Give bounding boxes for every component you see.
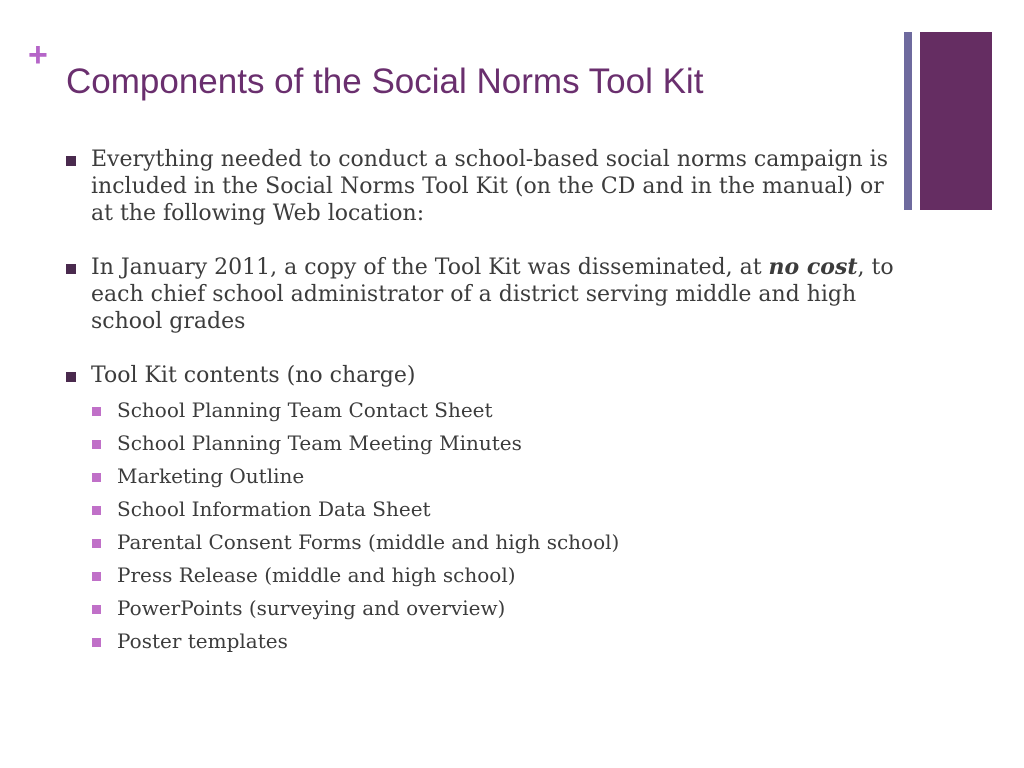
square-bullet-icon xyxy=(92,407,101,416)
list-item xyxy=(92,464,896,488)
tool-kit-contents-list xyxy=(92,398,896,653)
bullet-item xyxy=(66,254,896,335)
plus-icon: + xyxy=(28,36,48,74)
square-bullet-icon xyxy=(92,506,101,515)
list-item xyxy=(92,497,896,521)
bullet-text: Tool Kit contents (no charge) xyxy=(91,363,416,388)
bullet-item xyxy=(66,146,896,227)
square-bullet-icon xyxy=(66,372,76,382)
square-bullet-icon xyxy=(66,264,76,274)
bullet-text-start: In January 2011, a copy of the Tool Kit was disseminated, at xyxy=(91,255,769,280)
square-bullet-icon xyxy=(92,605,101,614)
decorative-bar-thin xyxy=(904,32,912,210)
list-item-text: School Information Data Sheet xyxy=(117,497,431,521)
list-item xyxy=(92,431,896,455)
list-item xyxy=(92,530,896,554)
list-item-text: PowerPoints (surveying and overview) xyxy=(117,596,506,620)
list-item-text: School Planning Team Contact Sheet xyxy=(117,398,493,422)
bullet-text: Everything needed to conduct a school-based social norms campaign is included in the Social Norms Tool Kit (on the CD and in the manual) or at the following Web location: xyxy=(91,147,889,226)
list-item-text: Press Release (middle and high school) xyxy=(117,563,516,587)
bullet-text-end: , to each chief school administrator of a district serving middle and high school grades xyxy=(91,255,894,334)
list-item xyxy=(92,629,896,653)
slide-title: Components of the Social Norms Tool Kit xyxy=(66,62,704,101)
list-item-text: School Planning Team Meeting Minutes xyxy=(117,431,522,455)
square-bullet-icon xyxy=(92,473,101,482)
list-item-text: Parental Consent Forms (middle and high school) xyxy=(117,530,620,554)
list-item-text: Marketing Outline xyxy=(117,464,305,488)
square-bullet-icon xyxy=(92,539,101,548)
list-item-text: Poster templates xyxy=(117,629,288,653)
list-item xyxy=(92,563,896,587)
square-bullet-icon xyxy=(92,572,101,581)
bullet-emphasis: no cost xyxy=(768,254,858,280)
bullet-item xyxy=(66,362,896,389)
decorative-bar-thick xyxy=(920,32,992,210)
list-item xyxy=(92,596,896,620)
list-item xyxy=(92,398,896,422)
square-bullet-icon xyxy=(92,440,101,449)
slide-content xyxy=(66,146,896,662)
square-bullet-icon xyxy=(66,156,76,166)
square-bullet-icon xyxy=(92,638,101,647)
